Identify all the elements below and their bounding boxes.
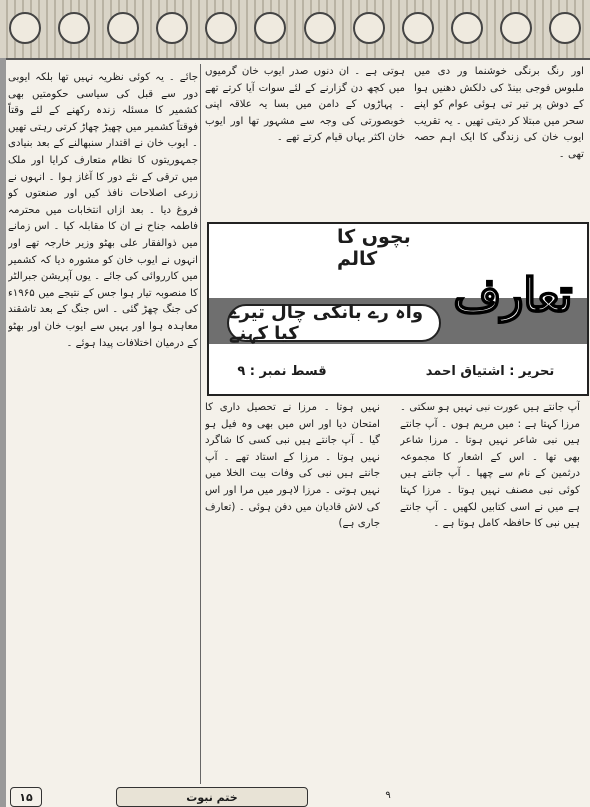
ornament-icon xyxy=(402,12,434,44)
paragraph: اور رنگ برنگی خوشنما ور دی میں ملبوس فوجی بینڈ کی دلکش دھنیں ہوا کے دوش پر تیر تی ہوئی عوام کو اپنے سحر میں مبتلا کر دیتی تھیں ۔ یہ تقریب ایوب خان کی زندگی کا ایک اہم حصہ تھی ۔ xyxy=(414,66,584,160)
ornament-icon xyxy=(254,12,286,44)
ornament-icon xyxy=(156,12,188,44)
ornament-icon xyxy=(205,12,237,44)
paragraph: ہوتی ہے ۔ ان دنوں صدر ایوب خان گرمیوں میں کچھ دن گزارنے کے لئے سوات آیا کرتے تھے ۔ پہاڑوں کے دامن میں بسا یہ علاقہ اپنی خوبصورتی کی وجہ سے مشہور تھا اور ایوب خان اکثر یہاں قیام کرتے تھے ۔ xyxy=(205,66,405,144)
article-column-left xyxy=(8,70,198,785)
decorative-top-border xyxy=(0,0,590,60)
page-mark: ۹ xyxy=(385,790,391,801)
article-column-lower-mid xyxy=(205,400,380,780)
ornament-row xyxy=(0,4,590,52)
paragraph: نہیں ہوتا ۔ مرزا نے تحصیل داری کا امتحان دیا اور اس میں بھی وہ فیل ہو گیا ۔ آپ جانتے ہیں نبی کسی کا شاگرد نہیں ہوتا ۔ مرزا کے استاد تھے ۔ آپ جانتے ہیں نبی کی وفات بیت الخلا میں نہیں ہوتی ۔ مرزا لاہور میں مرا اور اس کی لاش قادیان میں دفن ہوئی ۔ (تعارف جاری ہے) xyxy=(205,402,380,530)
feature-logo: تعارف xyxy=(453,268,573,322)
paragraph: آپ جانتے ہیں عورت نبی نہیں ہو سکتی ۔ مرزا کہتا ہے : میں مریم ہوں ۔ آپ جانتے ہیں نبی شاعر نہیں ہوتا ۔ مرزا شاعر بھی تھا ۔ اس کے اشعار کا مجموعہ درثمین کے نام سے چھپا ۔ آپ جانتے ہیں کوئی نبی مصنف نہیں ہوتا ۔ مرزا کہتا ہے میں نے اسی کتابیں لکھیں ۔ آپ جانتے ہیں نبی کا حافظہ کامل ہوتا ہے ۔ xyxy=(400,402,580,530)
ornament-icon xyxy=(451,12,483,44)
column-divider xyxy=(200,64,201,784)
magazine-footer-logo: ختم نبوت xyxy=(116,787,308,807)
ornament-icon xyxy=(58,12,90,44)
article-column-lower-right xyxy=(400,400,580,780)
ornament-icon xyxy=(353,12,385,44)
feature-header-box xyxy=(207,222,589,396)
author-credit: تحریر : اشتیاق احمد xyxy=(425,363,555,379)
feature-subtitle: واہ رے بانکی چال تیرے کیا کہنے xyxy=(227,304,441,342)
ornament-icon xyxy=(9,12,41,44)
left-border xyxy=(0,58,6,807)
ornament-icon xyxy=(107,12,139,44)
article-column-mid-top xyxy=(205,64,405,214)
ornament-icon xyxy=(500,12,532,44)
paragraph: جائے ۔ یہ کوئی نظریہ نہیں تھا بلکہ ایوبی دور سے قبل کی سیاسی حکومتیں بھی کشمیر کا مسئلہ زندہ رکھنے کے لئے وقتاً فوقتاً کشمیر میں چھیڑ چھاڑ کرتی رہتی تھیں ۔ ایوب خان نے اقتدار سنبھالنے کے بعد بنیادی جمہوریتوں کا نظام متعارف کرایا اور ملک میں ترقی کے نئے دور کا آغاز ہوا ۔ انہوں نے زرعی اصلاحات نافذ کیں اور صنعتوں کو فروغ دیا ۔ بعد ازاں انتخابات میں محترمہ فاطمہ جناح نے ان کا مقابلہ کیا ۔ اس زمانے میں ذوالفقار علی بھٹو وزیر خارجہ تھے اور انہوں نے ایوب خان کو مشورہ دیا کہ کشمیر میں کارروائی کی جائے ۔ یوں آپریشن جبرالٹر کا منصوبہ تیار ہوا جس کے نتیجے میں ۱۹۶۵ء کی جنگ چھڑ گئی ۔ اس جنگ کے بعد تاشقند معاہدہ ہوا اور یہیں سے ایوب خان اور بھٹو کے درمیان اختلافات پیدا ہوئے ۔ xyxy=(8,72,198,349)
ornament-icon xyxy=(549,12,581,44)
installment-number: قسط نمبر : ۹ xyxy=(237,363,327,379)
page-number: ۱۵ xyxy=(10,787,42,807)
article-column-right-top xyxy=(414,64,584,214)
column-title: بچوں کا کالم xyxy=(337,226,411,270)
ornament-icon xyxy=(304,12,336,44)
